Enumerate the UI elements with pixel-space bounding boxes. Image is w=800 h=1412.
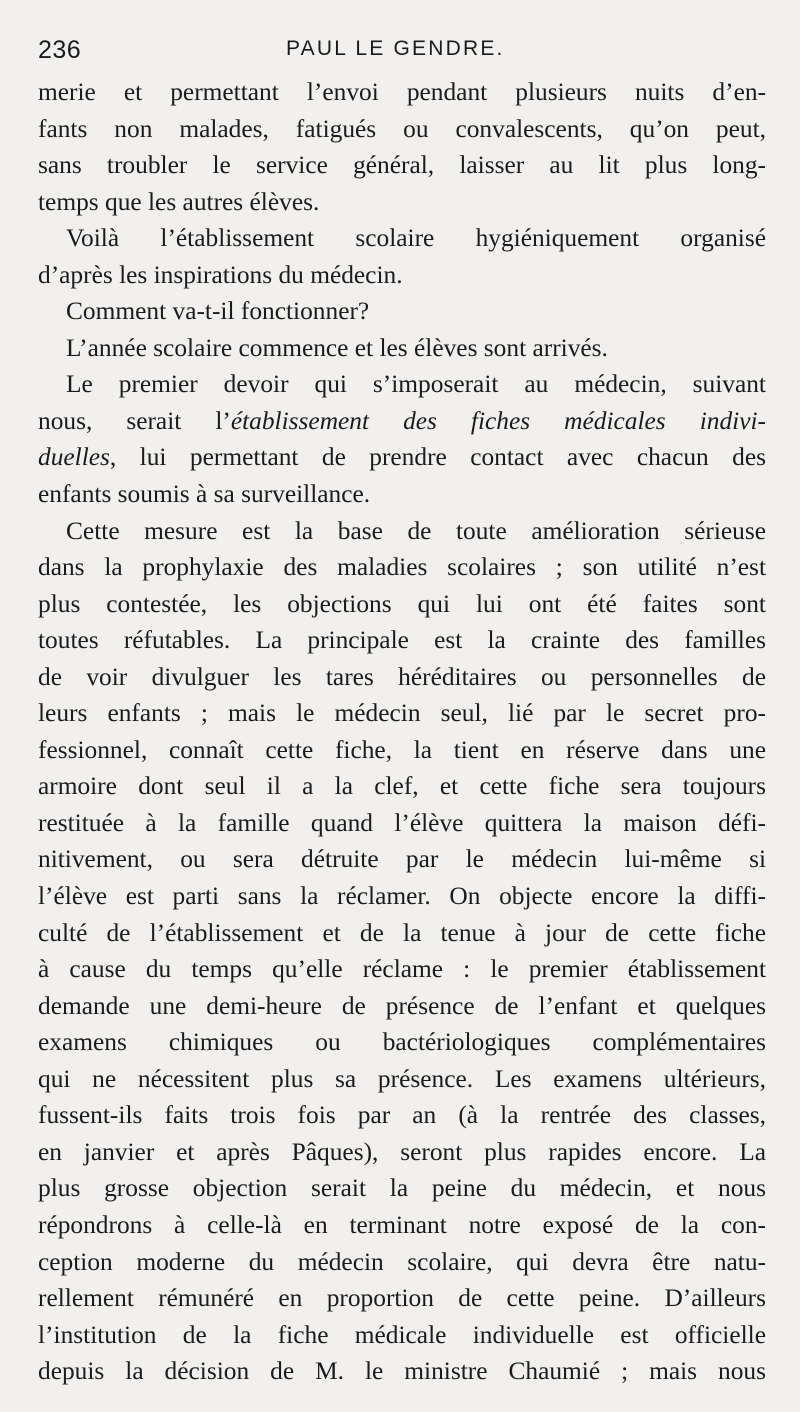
text-line-10 xyxy=(38,403,766,440)
text-line-35: l’institution de la fiche médicale individuelle est officielle xyxy=(38,1320,766,1349)
text-line-11-italic: duelles xyxy=(38,443,110,472)
text-line-13: Cette mesure est la base de toute amélioration sérieuse xyxy=(66,516,766,545)
text-line-27: examens chimiques ou bactériologiques complémentaires xyxy=(38,1028,766,1057)
text-line-3: sans troubler le service général, laisser au lit plus long- xyxy=(38,151,766,180)
text-line-24: culté de l’établissement et de la tenue à jour de cette fiche xyxy=(38,918,766,947)
text-line-10-italic: établissement des fiches médicales indivi- xyxy=(230,406,766,435)
text-line-7: Comment va-t-il fonctionner? xyxy=(66,297,370,326)
text-line-11 xyxy=(38,439,766,476)
text-line-4: temps que les autres élèves. xyxy=(38,187,320,216)
running-title: PAUL LE GENDRE. xyxy=(286,37,505,60)
text-line-19: fessionnel, connaît cette fiche, la tient en réserve dans une xyxy=(38,735,766,764)
text-line-21: restituée à la famille quand l’élève quittera la maison défi- xyxy=(38,808,766,837)
text-line-10-roman: nous, serait l’ xyxy=(38,406,231,435)
text-line-23: l’élève est parti sans la réclamer. On objecte encore la diffi- xyxy=(38,882,766,911)
text-line-6: d’après les inspirations du médecin. xyxy=(38,260,403,289)
text-line-9: Le premier devoir qui s’imposerait au médecin, suivant xyxy=(66,370,766,399)
text-line-18: leurs enfants ; mais le médecin seul, lié par le secret pro- xyxy=(38,699,766,728)
text-line-34: rellement rémunéré en proportion de cette peine. D’ailleurs xyxy=(38,1284,766,1313)
text-line-11-roman: , lui permettant de prendre contact avec chacun des xyxy=(109,443,766,472)
text-line-26: demande une demi-heure de présence de l’enfant et quelques xyxy=(38,991,766,1020)
page-number: 236 xyxy=(38,36,82,64)
text-line-29: fussent-ils faits trois fois par an (à la rentrée des classes, xyxy=(38,1101,766,1130)
text-line-2: fants non malades, fatigués ou convalescents, qu’on peut, xyxy=(38,114,766,143)
text-line-30: en janvier et après Pâques), seront plus rapides encore. La xyxy=(38,1137,766,1166)
text-line-33: ception moderne du médecin scolaire, qui devra être natu- xyxy=(38,1247,766,1276)
body-text xyxy=(38,74,766,1390)
text-line-31: plus grosse objection serait la peine du médecin, et nous xyxy=(38,1174,766,1203)
text-line-25: à cause du temps qu’elle réclame : le premier établissement xyxy=(38,955,766,984)
text-line-14: dans la prophylaxie des maladies scolaires ; son utilité n’est xyxy=(38,553,766,582)
text-line-22: nitivement, ou sera détruite par le médecin lui-même si xyxy=(38,845,766,874)
text-line-5: Voilà l’établissement scolaire hygiéniquement organisé xyxy=(66,224,766,253)
text-line-12: enfants soumis à sa surveillance. xyxy=(38,480,371,509)
text-line-15: plus contestée, les objections qui lui ont été faites sont xyxy=(38,589,766,618)
text-line-28: qui ne nécessitent plus sa présence. Les examens ultérieurs, xyxy=(38,1064,766,1093)
text-line-20: armoire dont seul il a la clef, et cette fiche sera toujours xyxy=(38,772,766,801)
text-line-36: depuis la décision de M. le ministre Chaumié ; mais nous xyxy=(38,1357,766,1386)
text-line-16: toutes réfutables. La principale est la crainte des familles xyxy=(38,626,766,655)
text-line-32: répondrons à celle-là en terminant notre exposé de la con- xyxy=(38,1210,766,1239)
text-line-1: merie et permettant l’envoi pendant plusieurs nuits d’en- xyxy=(38,78,766,106)
running-head xyxy=(38,30,766,74)
text-line-8: L’année scolaire commence et les élèves sont arrivés. xyxy=(66,333,608,362)
text-line-17: de voir divulguer les tares héréditaires ou personnelles de xyxy=(38,662,766,691)
